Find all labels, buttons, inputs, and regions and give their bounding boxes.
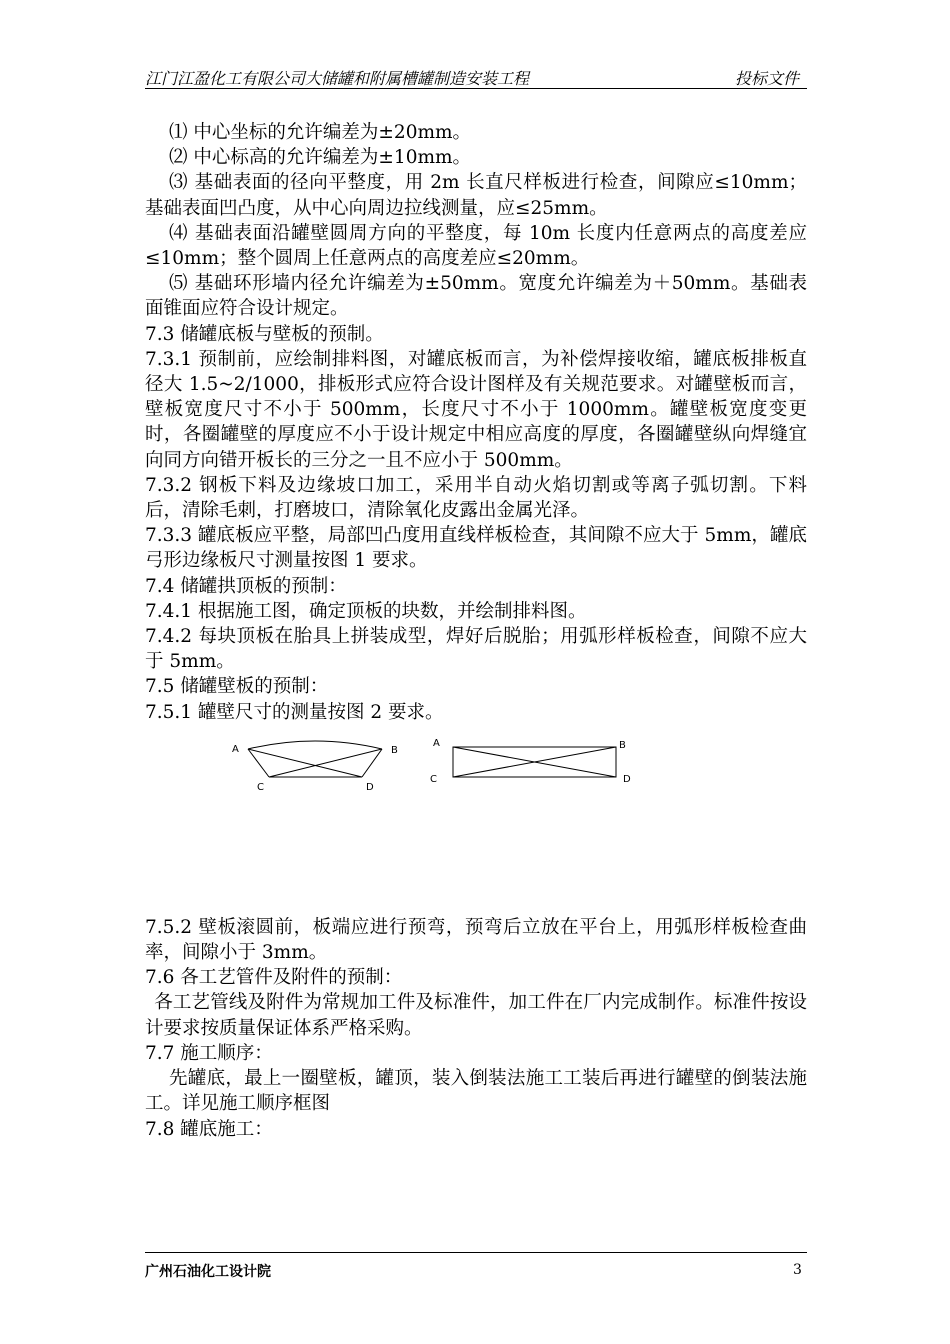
fig1-label-c: C xyxy=(257,781,264,793)
paragraph: ⑴ 中心坐标的允许编差为±20mm。 xyxy=(169,122,472,143)
section-heading: 7.3 储罐底板与壁板的预制。 xyxy=(145,323,384,345)
fig2-label-c: C xyxy=(430,773,437,785)
paragraph: ⑵ 中心标高的允许编差为±10mm。 xyxy=(169,147,472,169)
paragraph: 7.4.2 每块顶板在胎具上拼装成型，焊好后脱胎；用弧形样板检查，间隙不应大于 5mm。 xyxy=(145,626,807,673)
figure-drawing xyxy=(145,725,807,915)
paragraph: 7.3.1 预制前，应绘制排料图，对罐底板而言，为补偿焊接收缩，罐底板排板直径大 1.5~2/1000，排板形式应符合设计图样及有关规范要求。对罐壁板而言，壁板宽度尺寸不小于 500mm，长度尺寸不小于 1000mm。罐壁板宽度变更时，各圈罐壁的厚度应不小于设计规定中相应高度的厚度，各圈罐壁纵向焊缝宜向同方向错开板长的三分之一且不应小于 500mm。 xyxy=(145,348,807,471)
footer-divider xyxy=(145,1252,807,1253)
paragraph: 7.3.3 罐底板应平整，局部凹凸度用直线样板检查，其间隙不应大于 5mm，罐底弓形边缘板尺寸测量按图 1 要求。 xyxy=(145,525,807,572)
fig2-label-a: A xyxy=(433,737,440,749)
paragraph: 7.5.1 罐壁尺寸的测量按图 2 要求。 xyxy=(145,701,444,723)
paragraph: ⑶ 基础表面的径向平整度，用 2m 长直尺样板进行检查，间隙应≤10mm；基础表面凹凸度，从中心向周边拉线测量，应≤25mm。 xyxy=(145,172,807,219)
document-body xyxy=(145,120,807,1142)
fig1-diagonal-1 xyxy=(248,749,362,777)
section-heading: 7.7 施工顺序： xyxy=(145,1042,273,1064)
header-project-title: 江门江盈化工有限公司大储罐和附属槽罐制造安装工程 xyxy=(145,69,530,88)
footer-organization: 广州石油化工设计院 xyxy=(145,1264,271,1280)
section-heading: 7.6 各工艺管件及附件的预制： xyxy=(145,967,403,989)
figure-1-arc-plate xyxy=(248,741,382,777)
fig1-label-b: B xyxy=(391,744,398,756)
figure-2-rect-plate xyxy=(453,747,616,777)
section-heading: 7.8 罐底施工： xyxy=(145,1118,273,1140)
fig1-top-arc xyxy=(248,741,382,749)
measurement-figure xyxy=(145,725,807,915)
paragraph: 7.4.1 根据施工图，确定顶板的块数，并绘制排料图。 xyxy=(145,600,587,622)
paragraph: 先罐底，最上一圈壁板，罐顶，装入倒装法施工工装后再进行罐壁的倒装法施工。详见施工顺序框图 xyxy=(145,1068,807,1115)
header-doc-type: 投标文件 xyxy=(734,69,799,88)
fig1-label-d: D xyxy=(366,781,374,793)
paragraph: 7.3.2 钢板下料及边缘坡口加工，采用半自动火焰切割或等离子弧切割。下料后，清除毛刺，打磨坡口，清除氧化皮露出金属光泽。 xyxy=(145,474,807,522)
fig2-label-d: D xyxy=(623,773,631,785)
section-heading: 7.4 储罐拱顶板的预制： xyxy=(145,575,347,597)
page-header xyxy=(145,62,807,89)
fig1-label-a: A xyxy=(232,743,239,755)
fig2-label-b: B xyxy=(619,739,626,751)
section-heading: 7.5 储罐壁板的预制： xyxy=(145,676,329,698)
paragraph: 7.5.2 壁板滚圆前，板端应进行预弯，预弯后立放在平台上，用弧形样板检查曲率，间隙小于 3mm。 xyxy=(145,916,807,964)
paragraph: 各工艺管线及附件为常规加工件及标准件，加工件在厂内完成制作。标准件按设计要求按质量保证体系严格采购。 xyxy=(145,992,807,1039)
paragraph: ⑷ 基础表面沿罐壁圆周方向的平整度，每 10m 长度内任意两点的高度差应≤10mm；整个圆周上任意两点的高度差应≤20mm。 xyxy=(145,222,807,270)
page-number: 3 xyxy=(793,1262,802,1278)
paragraph: ⑸ 基础环形墙内径允许编差为±50mm。宽度允许编差为＋50mm。基础表面锥面应符合设计规定。 xyxy=(145,273,807,320)
